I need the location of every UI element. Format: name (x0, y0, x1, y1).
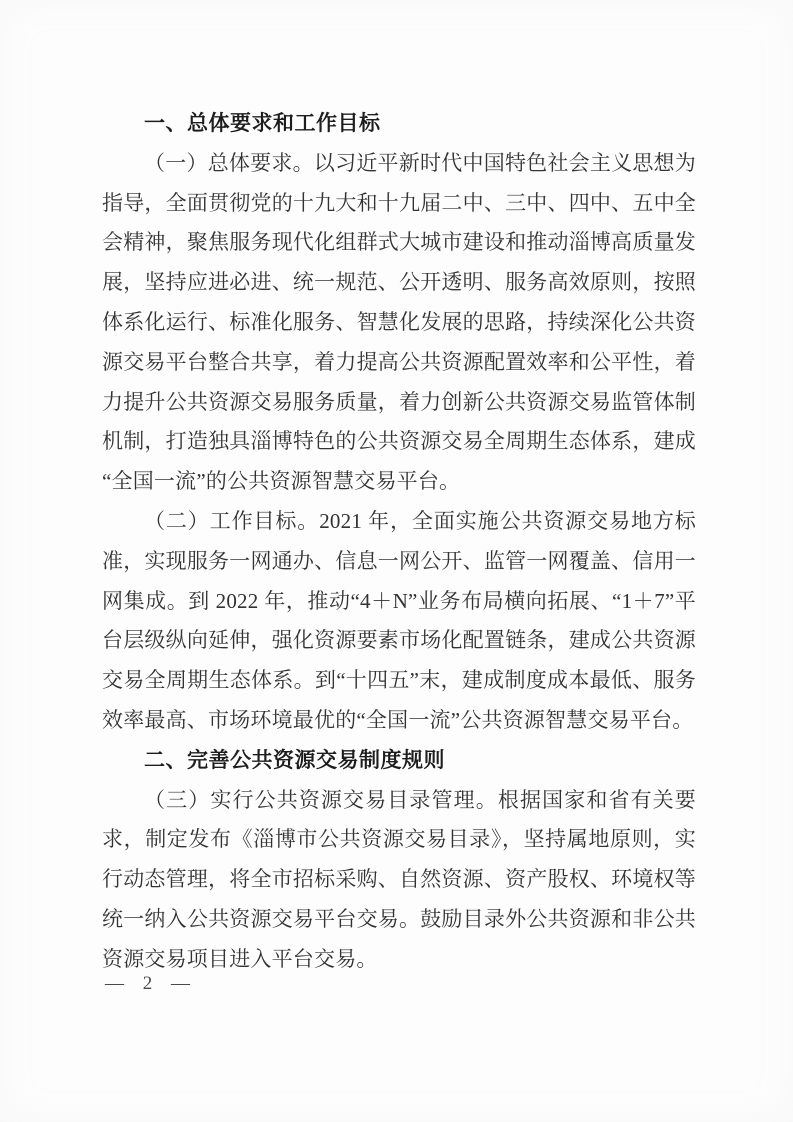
page-number: — 2 — (105, 973, 197, 994)
paragraph-work-goals: （二）工作目标。2021 年，全面实施公共资源交易地方标准，实现服务一网通办、信息一网公开、监管一网覆盖、信用一网集成。到 2022 年，推动“4＋N”业务布局横向拓展、“1＋7”平台层级纵向延伸，强化资源要素市场化配置链条，建成公共资源交易全周期生态体系。到“十四五”末，建成制度成本最低、服务效率最高、市场环境最优的“全国一流”公共资源智慧交易平台。 (102, 508, 696, 732)
paragraph-catalog-management: （三）实行公共资源交易目录管理。根据国家和省有关要求，制定发布《淄博市公共资源交易目录》，坚持属地原则，实行动态管理，将全市招标采购、自然资源、资产股权、环境权等统一纳入公共资源交易平台交易。鼓励目录外公共资源和非公共资源交易项目进入平台交易。 (102, 787, 696, 971)
section-heading-1: 一、总体要求和工作目标 (144, 112, 381, 135)
section-heading-2: 二、完善公共资源交易制度规则 (144, 748, 445, 772)
document-body (102, 104, 696, 980)
paragraph-general-requirements: （一）总体要求。以习近平新时代中国特色社会主义思想为指导，全面贯彻党的十九大和十九届二中、三中、四中、五中全会精神，聚焦服务现代化组群式大城市建设和推动淄博高质量发展，坚持应进必进、统一规范、公开透明、服务高效原则，按照体系化运行、标准化服务、智慧化发展的思路，持续深化公共资源交易平台整合共享，着力提高公共资源配置效率和公平性，着力提升公共资源交易服务质量，着力创新公共资源交易监管体制机制，打造独具淄博特色的公共资源交易全周期生态体系，建成“全国一流”的公共资源智慧交易平台。 (102, 150, 696, 494)
